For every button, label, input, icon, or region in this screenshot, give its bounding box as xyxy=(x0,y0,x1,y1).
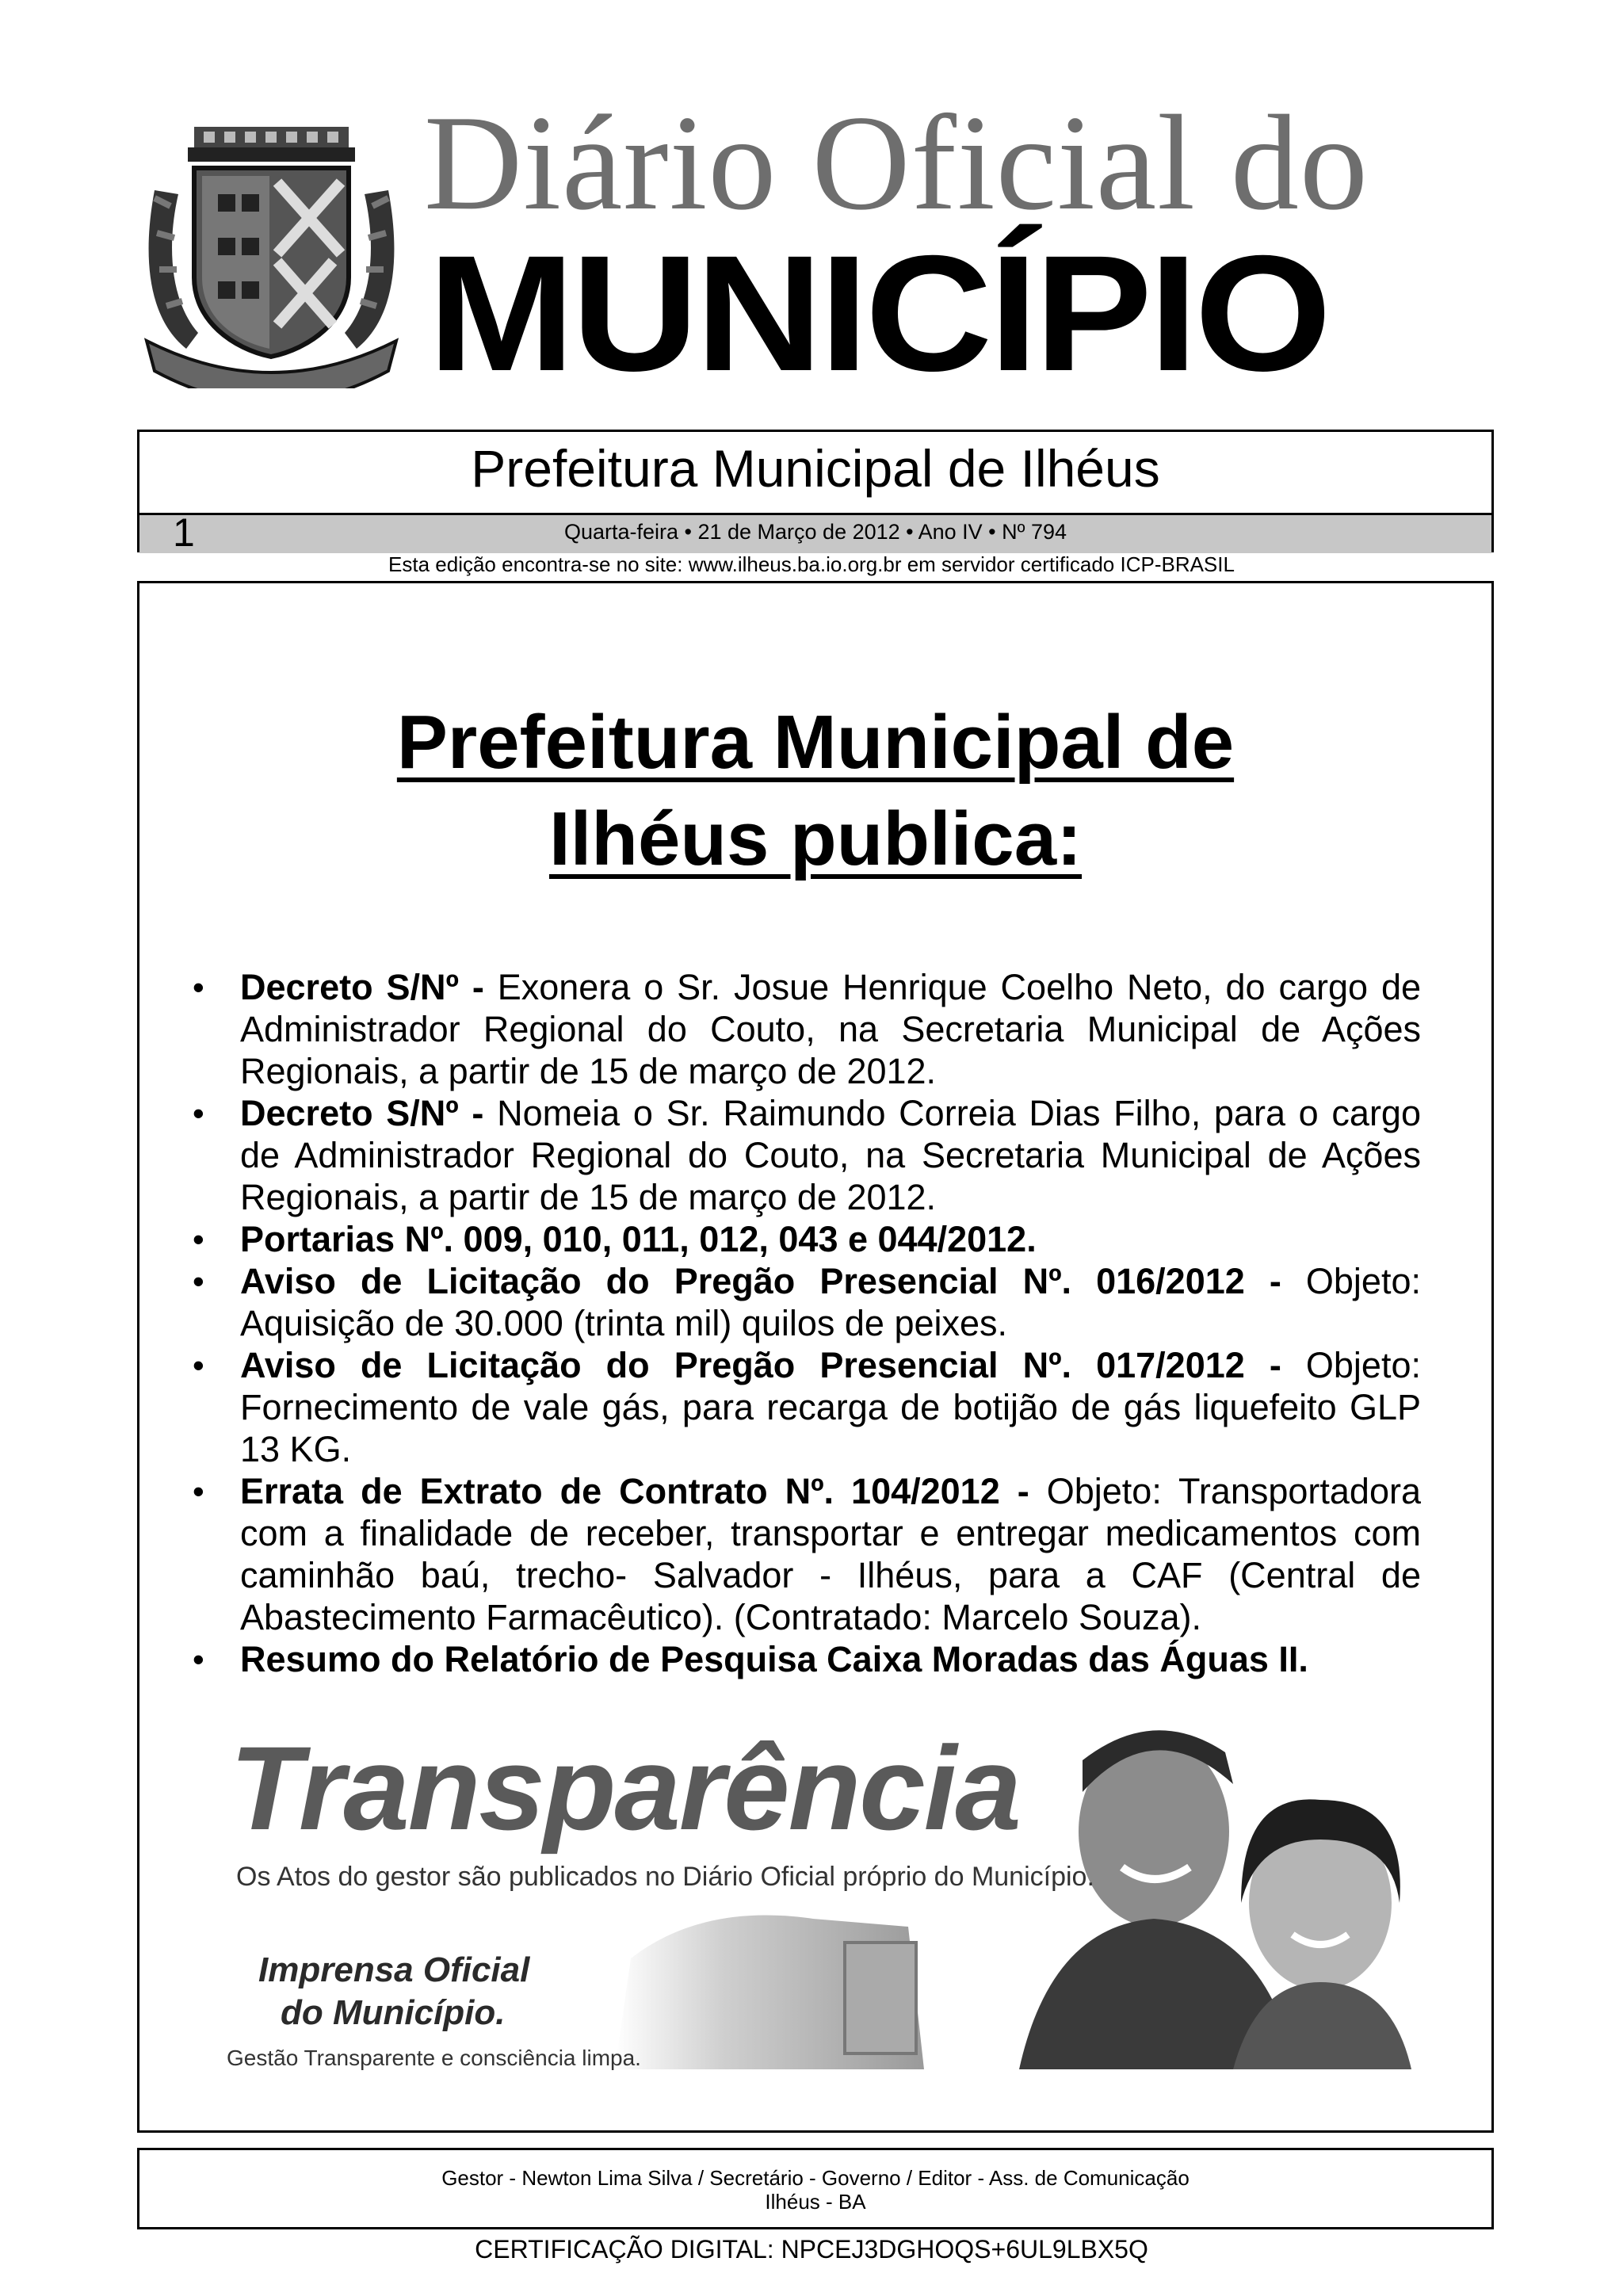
header-date-bar xyxy=(139,510,1491,555)
item-heading: Errata de Extrato de Contrato Nº. 104/2012 - xyxy=(240,1471,1047,1511)
item-text: Nomeia o Sr. Raimundo Correia Dias Filho, para o cargo de Administrador Regional do Couto, na Secretaria Municipal de Ações Regionais, a partir de 15 de março de 2012. xyxy=(240,1093,1421,1217)
item-heading: Decreto S/Nº - xyxy=(240,1093,498,1133)
transparency-banner xyxy=(227,1721,1415,2069)
item-text: Objeto: Aquisição de 30.000 (trinta mil) quilos de peixes. xyxy=(240,1261,1421,1343)
item-heading: Portarias Nº. 009, 010, 011, 012, 043 e 044/2012. xyxy=(240,1219,1037,1259)
main-title xyxy=(139,694,1491,888)
banner-title: Transparência xyxy=(230,1721,1020,1855)
digital-certification: CERTIFICAÇÃO DIGITAL: NPCEJ3DGHOQS+6UL9LBX5Q xyxy=(475,2235,1148,2264)
list-item xyxy=(240,1344,1421,1470)
list-item xyxy=(240,1092,1421,1218)
item-text: Objeto: Transportadora com a finalidade de receber, transportar e entregar medicamentos com caminhão baú, trecho- Salvador - Ilhéus, para a CAF (Central de Abastecimento Farmacêutico). (Contratado: Marcelo Souza). xyxy=(240,1471,1421,1637)
masthead-title-line1: Diário Oficial do xyxy=(424,88,1369,239)
list-item xyxy=(240,1470,1421,1638)
banner-subtitle: Os Atos do gestor são publicados no Diário Oficial próprio do Município. xyxy=(236,1862,1094,1892)
edition-date-line: Quarta-feira • 21 de Março de 2012 • Ano IV • Nº 794 xyxy=(563,520,1067,544)
footer-credits: Gestor - Newton Lima Silva / Secretário - Governo / Editor - Ass. de Comunicação xyxy=(441,2166,1190,2190)
masthead-title-line2: MUNICÍPIO xyxy=(428,222,1329,406)
list-item xyxy=(240,966,1421,1092)
publication-list xyxy=(240,966,1421,1680)
item-heading: Resumo do Relatório de Pesquisa Caixa Moradas das Águas II. xyxy=(240,1639,1308,1679)
coat-of-arms-icon xyxy=(139,119,404,388)
list-item xyxy=(240,1638,1421,1680)
item-text: Objeto: Fornecimento de vale gás, para recarga de botijão de gás liquefeito GLP 13 KG. xyxy=(240,1345,1421,1469)
main-content-box xyxy=(137,581,1494,2133)
banner-press-line2: do Município. xyxy=(281,1993,506,2032)
item-text: Exonera o Sr. Josue Henrique Coelho Neto, do cargo de Administrador Regional do Couto, na Secretaria Municipal de Ações Regionais, a partir de 15 de março de 2012. xyxy=(240,967,1421,1091)
main-title-line1: Prefeitura Municipal de xyxy=(396,700,1235,785)
footer-location: Ilhéus - BA xyxy=(765,2190,866,2214)
footer-box xyxy=(137,2148,1494,2229)
header-title: Prefeitura Municipal de Ilhéus xyxy=(471,439,1160,498)
page-number: 1 xyxy=(173,510,195,555)
banner-press-line1: Imprensa Oficial xyxy=(258,1950,530,1989)
municipal-coat-of-arms xyxy=(139,119,404,388)
site-note: Esta edição encontra-se no site: www.ilheus.ba.io.org.br em servidor certificado ICP-BRASIL xyxy=(388,552,1235,576)
item-heading: Aviso de Licitação do Pregão Presencial Nº. 017/2012 - xyxy=(240,1345,1306,1385)
header-box xyxy=(137,430,1494,555)
list-item xyxy=(240,1218,1421,1260)
banner-tagline: Gestão Transparente e consciência limpa. xyxy=(227,2046,641,2070)
main-title-line2: Ilhéus publica: xyxy=(548,797,1083,881)
list-item xyxy=(240,1260,1421,1344)
item-heading: Aviso de Licitação do Pregão Presencial Nº. 016/2012 - xyxy=(240,1261,1306,1301)
item-heading: Decreto S/Nº - xyxy=(240,967,498,1007)
